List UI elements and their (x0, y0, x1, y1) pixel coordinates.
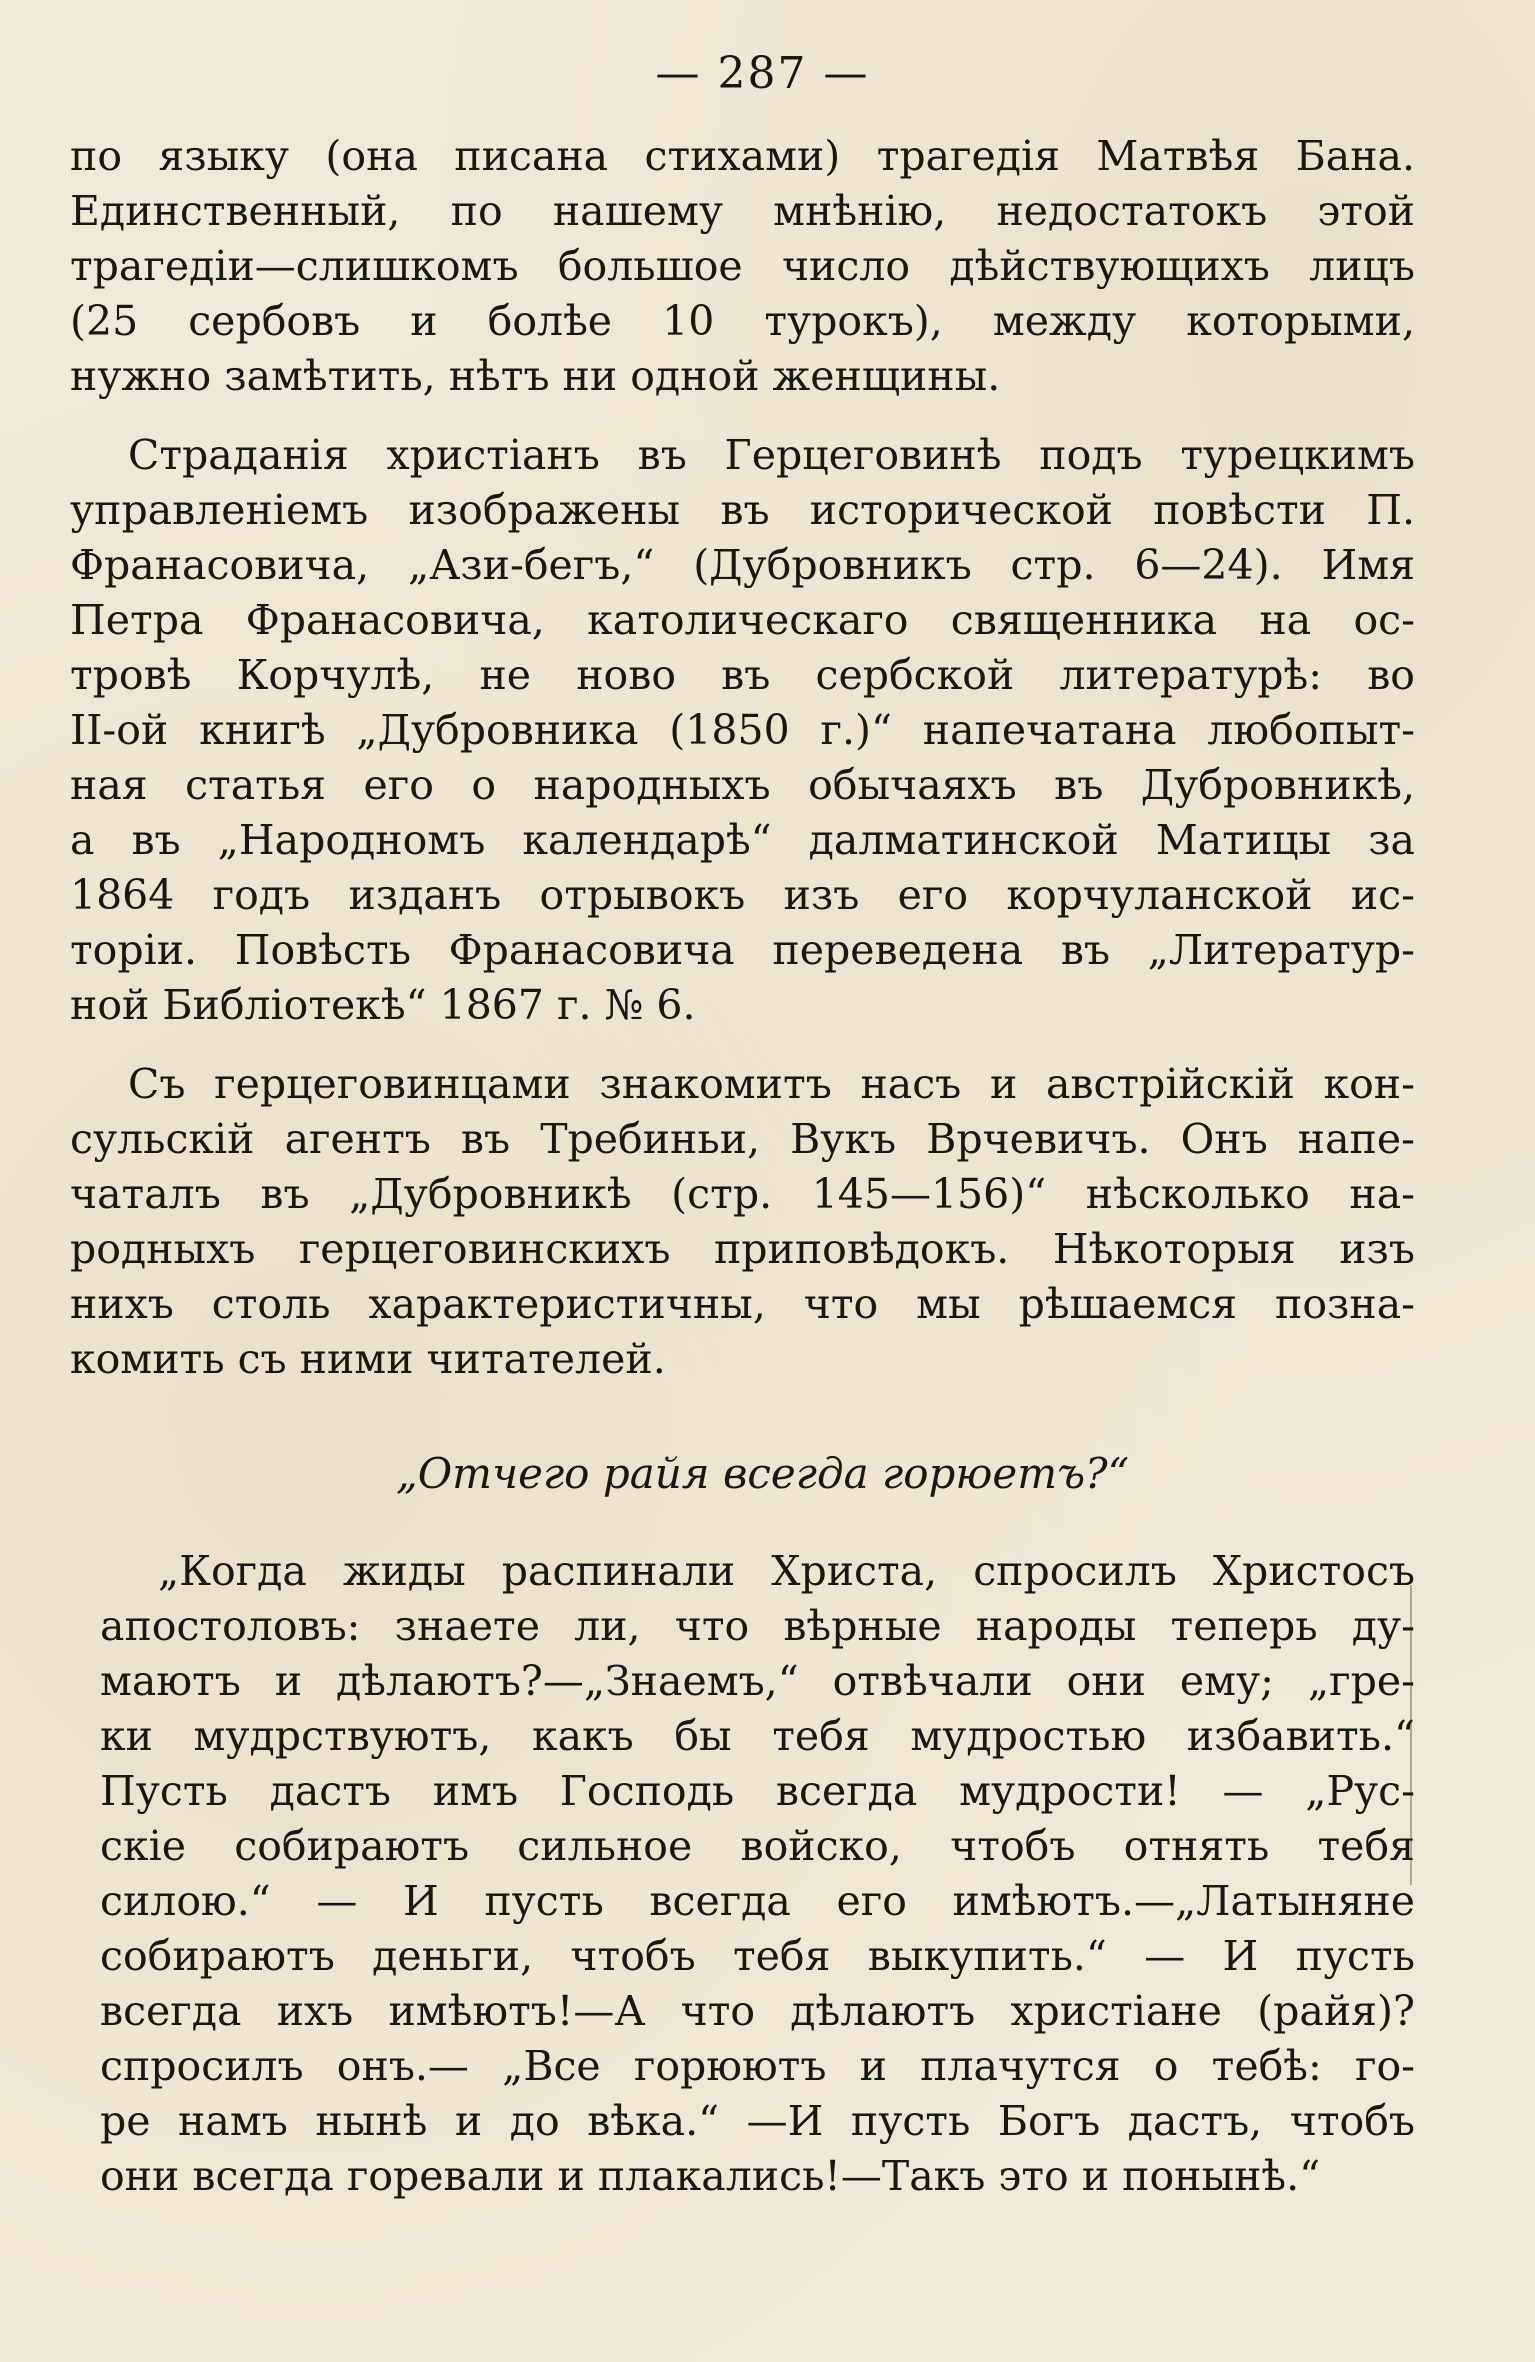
text-line: трагедіи—слишкомъ большое число дѣйствующихъ лицъ (70, 242, 1415, 290)
text-line: (25 сербовъ и болѣе 10 турокъ), между которыми, (70, 297, 1415, 345)
page-number: — 287 — (655, 48, 870, 99)
text-line: торіи. Повѣсть Франасовича переведена въ „Литератур- (70, 926, 1415, 974)
text-line: Франасовича, „Ази-бегъ,“ (Дубровникъ стр. 6—24). Имя (70, 541, 1415, 589)
text-line: а въ „Народномъ календарѣ“ далматинской Матицы за (70, 816, 1415, 864)
paragraph-3 (70, 1057, 1415, 1387)
text-line: спросилъ онъ.— „Все горюютъ и плачутся о тебѣ: го- (100, 2042, 1415, 2090)
text-line: Страданія христіанъ въ Герцеговинѣ подъ турецкимъ (128, 431, 1415, 479)
text-line: чаталъ въ „Дубровникѣ (стр. 145—156)“ нѣсколько на- (70, 1170, 1415, 1218)
text-line: сульскій агентъ въ Требиньи, Вукъ Врчевичъ. Онъ напе- (70, 1115, 1415, 1163)
text-line: „Когда жиды распинали Христа, спросилъ Христосъ (158, 1547, 1415, 1595)
text-line: ре намъ нынѣ и до вѣка.“ —И пусть Богъ дастъ, чтобъ (100, 2097, 1415, 2145)
text-line: по языку (она писана стихами) трагедія Матвѣя Бана. (70, 132, 1415, 180)
text-line: маютъ и дѣлаютъ?—„Знаемъ,“ отвѣчали они ему; „гре- (100, 1657, 1415, 1705)
text-line: Пусть дастъ имъ Господь всегда мудрости! — „Рус- (100, 1767, 1415, 1815)
text-line: ной Библіотекѣ“ 1867 г. № 6. (70, 981, 696, 1029)
text-line: они всегда горевали и плакались!—Такъ это и понынѣ.“ (100, 2152, 1321, 2200)
text-line: Единственный, по нашему мнѣнію, недостатокъ этой (70, 187, 1415, 235)
text-line: II-ой книгѣ „Дубровника (1850 г.)“ напечатана любопыт- (70, 706, 1415, 754)
text-line: Петра Франасовича, католическаго священника на ос- (70, 596, 1415, 644)
margin-pencil-line (1410, 1585, 1412, 1885)
text-line: ки мудрствуютъ, какъ бы тебя мудростью избавить.“ (100, 1712, 1415, 1760)
text-line: скіе собираютъ сильное войско, чтобъ отнять тебя (100, 1822, 1415, 1870)
text-line: 1864 годъ изданъ отрывокъ изъ его корчуланской ис- (70, 871, 1415, 919)
text-line: апостоловъ: знаете ли, что вѣрные народы теперь ду- (100, 1602, 1415, 1650)
text-line: силою.“ — И пусть всегда его имѣютъ.—„Латыняне (100, 1877, 1415, 1925)
text-line: родныхъ герцеговинскихъ приповѣдокъ. Нѣкоторыя изъ (70, 1225, 1415, 1273)
text-line: собираютъ деньги, чтобъ тебя выкупить.“ — И пусть (100, 1932, 1415, 1980)
text-line: Съ герцеговинцами знакомитъ насъ и австрійскій кон- (128, 1060, 1415, 1108)
text-line: нихъ столь характеристичны, что мы рѣшаемся позна- (70, 1280, 1415, 1328)
quote-paragraph (70, 1544, 1415, 2204)
paragraph-1 (70, 129, 1415, 404)
paragraph-2 (70, 428, 1415, 1033)
text-line: нужно замѣтить, нѣтъ ни одной женщины. (70, 352, 1001, 400)
text-line: управленіемъ изображены въ исторической повѣсти П. (70, 486, 1415, 534)
text-line: всегда ихъ имѣютъ!—А что дѣлаютъ христіане (райя)? (100, 1987, 1415, 2035)
text-line: ная статья его о народныхъ обычаяхъ въ Дубровникѣ, (70, 761, 1415, 809)
text-line: тровѣ Корчулѣ, не ново въ сербской литературѣ: во (70, 651, 1415, 699)
section-heading: „Отчего райя всегда горюетъ?“ (395, 1449, 1130, 1498)
text-line: комить съ ними читателей. (70, 1335, 666, 1383)
